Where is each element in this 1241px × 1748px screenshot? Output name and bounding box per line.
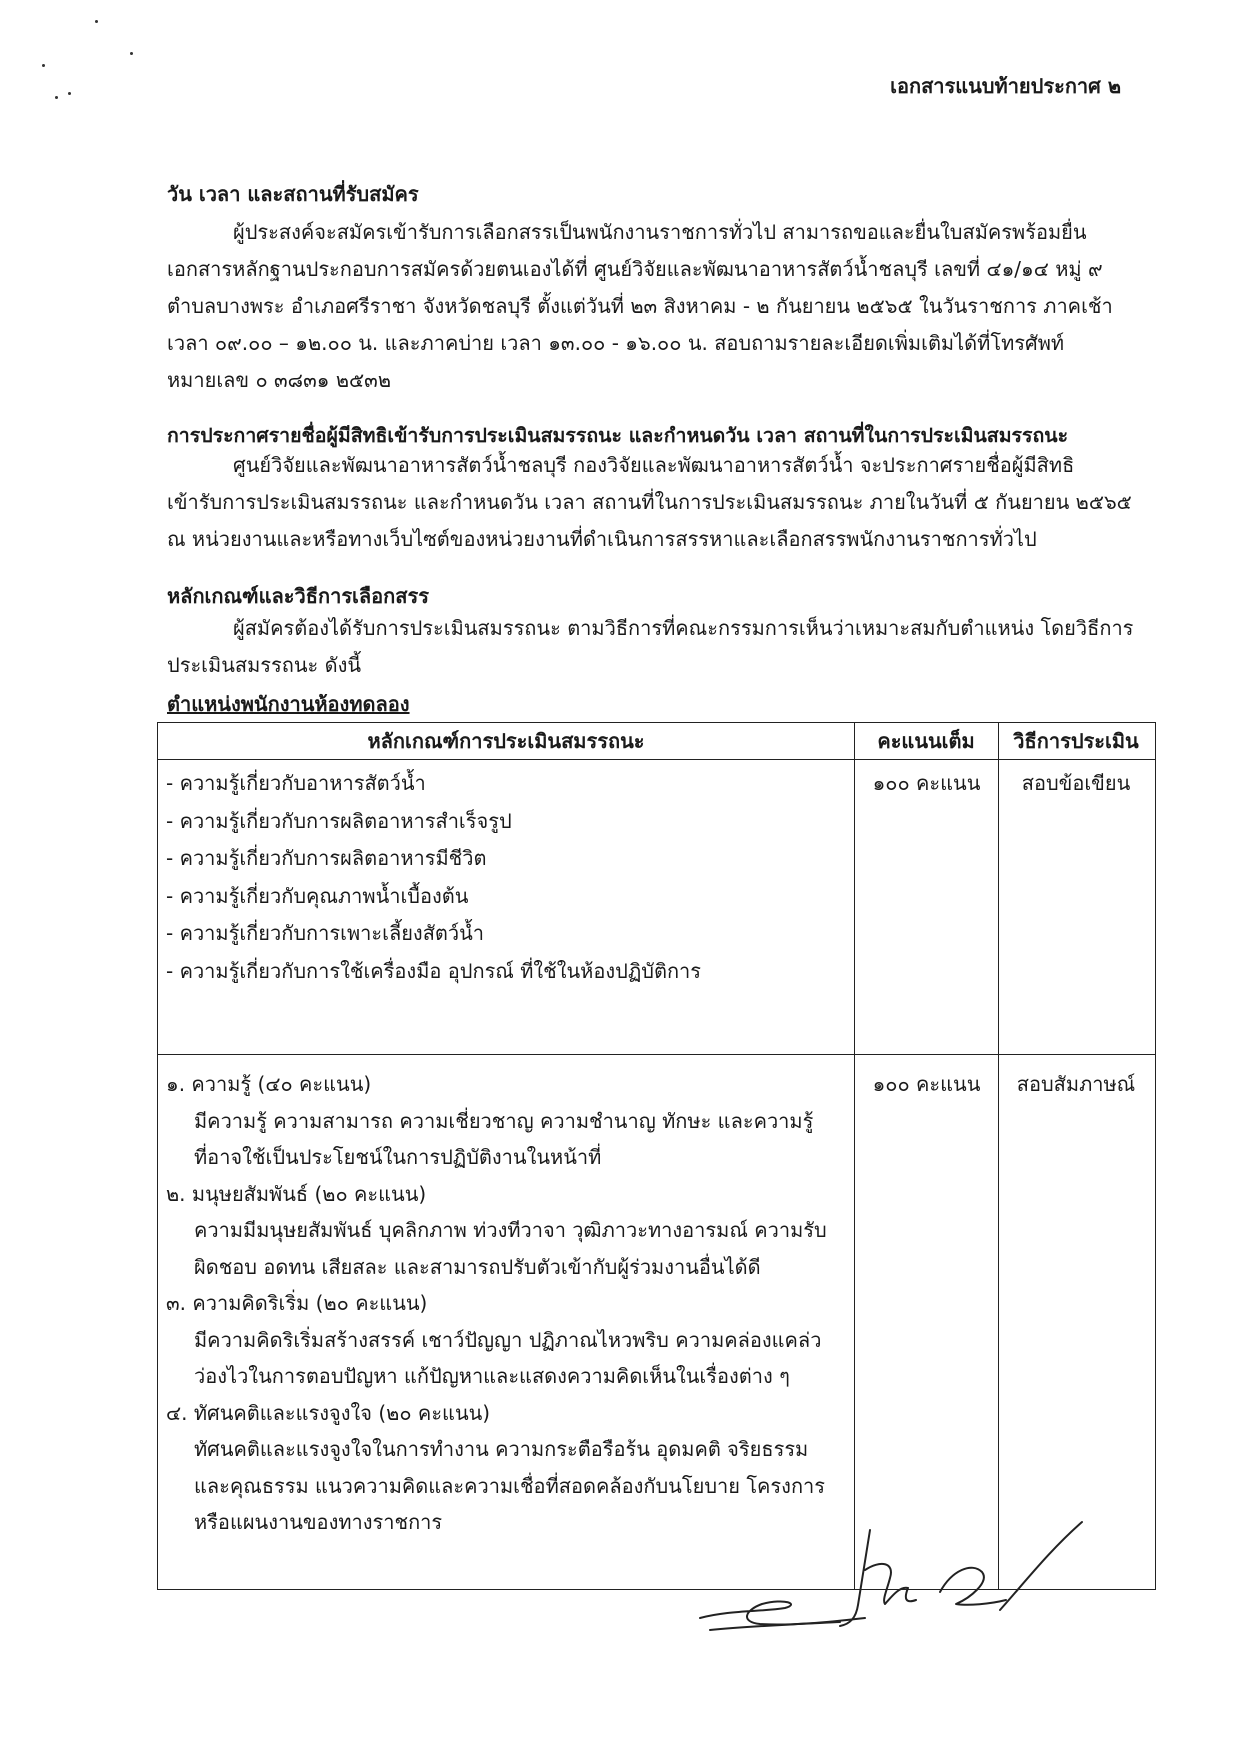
list-item: มีความคิดริเริ่มสร้างสรรค์ เชาว์ปัญญา ปฏิภาณไหวพริบ ความคล่องแคล่ว bbox=[194, 1327, 822, 1352]
list-item: - ความรู้เกี่ยวกับการใช้เครื่องมือ อุปกรณ์ ที่ใช้ในห้องปฏิบัติการ bbox=[166, 958, 702, 983]
row2-method: สอบสัมภาษณ์ bbox=[1016, 1072, 1136, 1096]
list-item: ผิดชอบ อดทน เสียสละ และสามารถปรับตัวเข้ากับผู้ร่วมงานอื่นได้ดี bbox=[194, 1254, 761, 1279]
list-item: มีความรู้ ความสามารถ ความเชี่ยวชาญ ความชำนาญ ทักษะ และความรู้ bbox=[194, 1108, 814, 1133]
paragraph-line: ตำบลบางพระ อำเภอศรีราชา จังหวัดชลบุรี ตั้งแต่วันที่ ๒๓ สิงหาคม - ๒ กันยายน ๒๕๖๕ ในวันราชการ ภาคเช้า bbox=[167, 294, 1113, 318]
header-divider bbox=[158, 759, 1155, 760]
list-item: - ความรู้เกี่ยวกับการผลิตอาหารมีชีวิต bbox=[166, 846, 487, 870]
list-item: ทัศนคติและแรงจูงใจในการทำงาน ความกระตือรือร้น อุดมคติ จริยธรรม bbox=[194, 1437, 809, 1461]
section-body-announcement bbox=[167, 447, 1132, 558]
column-divider bbox=[998, 723, 999, 1589]
paragraph-line: ณ หน่วยงานและหรือทางเว็บไซต์ของหน่วยงานที่ดำเนินการสรรหาและเลือกสรรพนักงานราชการทั่วไป bbox=[167, 527, 1037, 551]
section-heading-criteria: หลักเกณฑ์และวิธีการเลือกสรร bbox=[167, 584, 429, 608]
list-item: และคุณธรรม แนวความคิดและความเชื่อที่สอดคล้องกับนโยบาย โครงการ bbox=[194, 1473, 826, 1498]
list-item: ที่อาจใช้เป็นประโยชน์ในการปฏิบัติงานในหน้าที่ bbox=[194, 1145, 602, 1169]
criteria-table bbox=[157, 722, 1156, 1590]
list-item: หรือแผนงานของทางราชการ bbox=[194, 1510, 443, 1534]
paragraph-line: เวลา ๐๙.๐๐ – ๑๒.๐๐ น. และภาคบ่าย เวลา ๑๓.๐๐ - ๑๖.๐๐ น. สอบถามรายละเอียดเพิ่มเติมได้ที่โทรศัพท์ bbox=[167, 331, 1065, 355]
row2-criteria-list bbox=[166, 1066, 827, 1541]
row-divider bbox=[158, 1054, 1155, 1055]
section-body-application bbox=[167, 214, 1112, 399]
document-label: เอกสารแนบท้ายประกาศ ๒ bbox=[890, 74, 1121, 98]
paragraph-line: เอกสารหลักฐานประกอบการสมัครด้วยตนเองได้ที่ ศูนย์วิจัยและพัฒนาอาหารสัตว์น้ำชลบุรี เลขที่ ๔๑/๑๔ หมู่ ๙ bbox=[167, 257, 1103, 281]
header-criteria: หลักเกณฑ์การประเมินสมรรถนะ bbox=[367, 729, 645, 753]
list-item: ๓. ความคิดริเริ่ม (๒๐ คะแนน) bbox=[166, 1291, 428, 1315]
section-heading-announcement: การประกาศรายชื่อผู้มีสิทธิเข้ารับการประเมินสมรรถนะ และกำหนดวัน เวลา สถานที่ในการประเมินสมรรถนะ bbox=[167, 424, 1069, 447]
section-body-criteria bbox=[167, 610, 1134, 684]
section-heading-application: วัน เวลา และสถานที่รับสมัคร bbox=[167, 182, 419, 206]
row2-score: ๑๐๐ คะแนน bbox=[872, 1072, 981, 1096]
paragraph-line: ศูนย์วิจัยและพัฒนาอาหารสัตว์น้ำชลบุรี กองวิจัยและพัฒนาอาหารสัตว์น้ำ จะประกาศรายชื่อผู้มีสิทธิ bbox=[233, 453, 1075, 477]
list-item: - ความรู้เกี่ยวกับคุณภาพน้ำเบื้องต้น bbox=[166, 883, 469, 908]
signatures-image bbox=[690, 1500, 1120, 1650]
paragraph-line: หมายเลข ๐ ๓๘๓๑ ๒๕๓๒ bbox=[167, 368, 392, 392]
row1-score: ๑๐๐ คะแนน bbox=[872, 771, 981, 795]
list-item: ว่องไวในการตอบปัญหา แก้ปัญหาและแสดงความคิดเห็นในเรื่องต่าง ๆ bbox=[194, 1364, 790, 1388]
row1-criteria-list bbox=[166, 765, 701, 990]
paragraph-line: ประเมินสมรรถนะ ดังนี้ bbox=[167, 653, 362, 677]
list-item: ๑. ความรู้ (๔๐ คะแนน) bbox=[166, 1072, 372, 1096]
column-divider bbox=[854, 723, 855, 1589]
paragraph-line: เข้ารับการประเมินสมรรถนะ และกำหนดวัน เวลา สถานที่ในการประเมินสมรรถนะ ภายในวันที่ ๕ กันยายน ๒๕๖๕ bbox=[167, 490, 1132, 514]
paragraph-line: ผู้สมัครต้องได้รับการประเมินสมรรถนะ ตามวิธีการที่คณะกรรมการเห็นว่าเหมาะสมกับตำแหน่ง โดยวิธีการ bbox=[233, 616, 1134, 640]
list-item: ๔. ทัศนคติและแรงจูงใจ (๒๐ คะแนน) bbox=[166, 1400, 491, 1425]
header-method: วิธีการประเมิน bbox=[1013, 729, 1139, 753]
list-item: - ความรู้เกี่ยวกับอาหารสัตว์น้ำ bbox=[166, 771, 426, 795]
paragraph-line: ผู้ประสงค์จะสมัครเข้ารับการเลือกสรรเป็นพนักงานราชการทั่วไป สามารถขอและยื่นใบสมัครพร้อมยื่น bbox=[233, 220, 1087, 244]
header-full-score: คะแนนเต็ม bbox=[877, 729, 975, 753]
list-item: - ความรู้เกี่ยวกับการเพาะเลี้ยงสัตว์น้ำ bbox=[166, 921, 485, 945]
list-item: ๒. มนุษยสัมพันธ์ (๒๐ คะแนน) bbox=[166, 1181, 427, 1206]
position-title: ตำแหน่งพนักงานห้องทดลอง bbox=[167, 692, 410, 716]
list-item: - ความรู้เกี่ยวกับการผลิตอาหารสำเร็จรูป bbox=[166, 808, 512, 833]
list-item: ความมีมนุษยสัมพันธ์ บุคลิกภาพ ท่วงทีวาจา วุฒิภาวะทางอารมณ์ ความรับ bbox=[194, 1218, 827, 1242]
row1-method: สอบข้อเขียน bbox=[1021, 771, 1131, 795]
